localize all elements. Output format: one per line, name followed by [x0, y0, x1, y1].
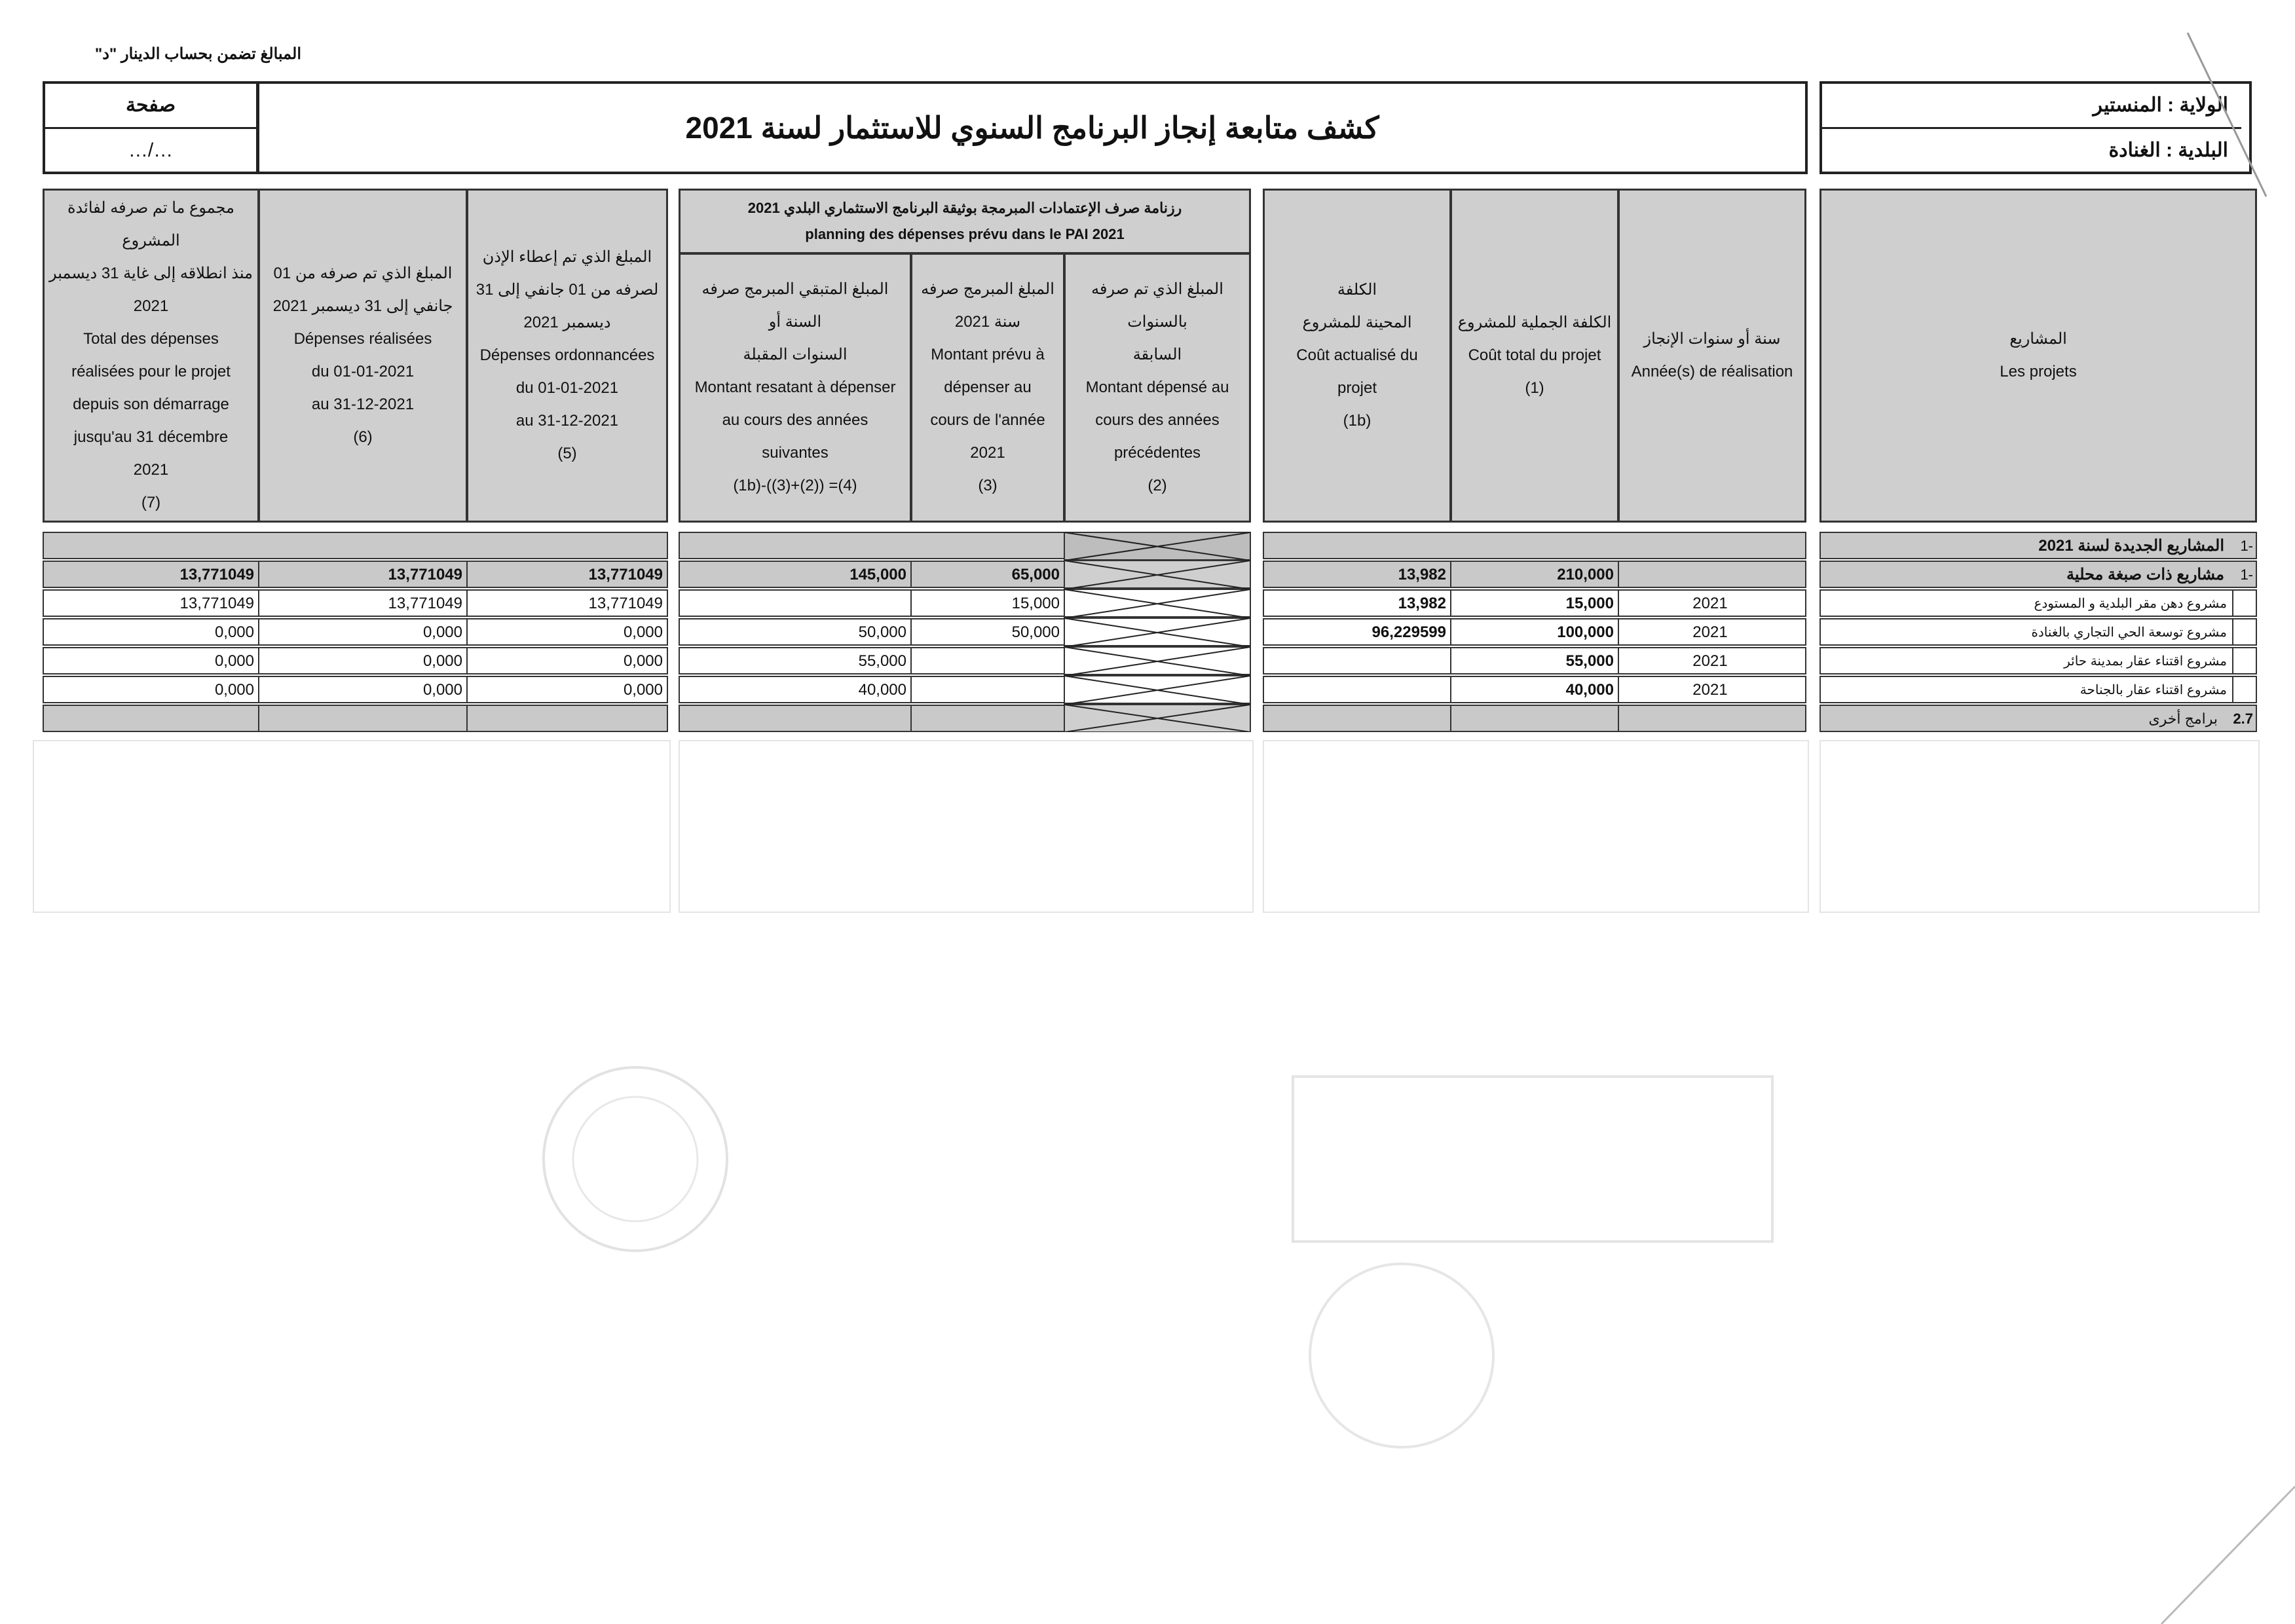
row-label: مشروع اقتناء عقار بالجناحة [1819, 676, 2233, 703]
currency-note: المبالغ تضمن بحساب الدينار "د" [94, 45, 301, 63]
header-total-spent-ar2: منذ انطلاقه إلى غاية 31 ديسمبر [49, 265, 253, 282]
row-updated-cost: 13,982 [1263, 589, 1451, 617]
row-label: مشروع توسعة الحي التجاري بالغنادة [1819, 618, 2233, 646]
header-ordered-ar1: المبلغ الذي تم إعطاء الإذن [482, 248, 652, 266]
header-planned-year-fr1: Montant prévu à [931, 346, 1045, 363]
header-total-spent-fr0: 2021 [133, 297, 169, 315]
header-spent-prev-fr3: précédentes [1113, 444, 1201, 462]
header-remaining-ref: (1b)-((3)+(2)) =(4) [733, 477, 857, 494]
row-total-cost: 100,000 [1450, 618, 1619, 646]
header-updated-cost-ref: (1b) [1343, 412, 1371, 430]
header-remaining-fr3: suivantes [762, 444, 829, 462]
row-remaining: 40,000 [679, 676, 912, 703]
section-code: 2.7 [2233, 710, 2253, 727]
header-remaining-fr1: Montant resatant à dépenser [694, 378, 896, 396]
header-ordered-ar3: ديسمبر 2021 [523, 314, 611, 331]
header-total-spent-fr4: jusqu'au 31 décembre [73, 428, 229, 446]
subtotal-realized: 13,771049 [258, 561, 468, 588]
row-total-spent: 0,000 [43, 618, 259, 646]
header-planned-year-fr3: cours de l'année [930, 411, 1045, 429]
section-label: مشاريع ذات صبغة محلية [2066, 566, 2224, 583]
subtotal-total-spent: 13,771049 [43, 561, 259, 588]
header-total-cost-fr: Coût total du projet [1468, 346, 1601, 364]
header-ordered-ref: (5) [557, 445, 577, 462]
header-ordered-ar2: لصرفه من 01 جانفي إلى 31 [476, 281, 659, 299]
row-ordered: 13,771049 [466, 589, 668, 617]
header-realized-fr3: au 31-12-2021 [311, 396, 415, 413]
header-years-fr: Année(s) de réalisation [1631, 363, 1793, 380]
header-total-spent-fr5: 2021 [133, 461, 169, 479]
row-year: 2021 [1618, 589, 1806, 617]
row-realized: 0,000 [258, 647, 468, 674]
header-planned-year-ar2: سنة 2021 [954, 313, 1021, 331]
row-label: مشروع اقتناء عقار بمدينة حائر [1819, 647, 2233, 674]
row-remaining: 50,000 [679, 618, 912, 646]
section-label: برامج أخرى [2148, 710, 2218, 727]
header-ordered-fr1: Dépenses ordonnancées [479, 346, 655, 364]
header-projects-ar: المشاريع [2009, 330, 2067, 348]
row-ordered: 0,000 [466, 647, 668, 674]
row-planned: 15,000 [910, 589, 1065, 617]
header-realized-ar1: المبلغ الذي تم صرفه من 01 [273, 265, 453, 282]
header-planned-year-fr2: dépenser au [944, 378, 1032, 396]
header-total-spent-fr1: Total des dépenses [83, 330, 219, 348]
row-ordered: 0,000 [466, 618, 668, 646]
subtotal-remaining: 145,000 [679, 561, 912, 588]
header-total-spent-ar1: مجموع ما تم صرفه لفائدة المشروع [67, 199, 234, 249]
header-planned-year-fr4: 2021 [970, 444, 1005, 462]
row-ordered: 0,000 [466, 676, 668, 703]
header-ordered-fr3: au 31-12-2021 [515, 412, 619, 430]
header-remaining-fr2: au cours des années [722, 411, 868, 429]
header-updated-cost-ar1: الكلفة [1337, 281, 1377, 299]
row-label: مشروع دهن مقر البلدية و المستودع [1819, 589, 2233, 617]
header-total-spent-fr2: réalisées pour le projet [71, 363, 231, 380]
header-realized-fr2: du 01-01-2021 [311, 363, 415, 380]
subtotal-updated-cost: 13,982 [1263, 561, 1451, 588]
page-label: صفحة [45, 84, 256, 129]
header-remaining-ar2: السنوات المقبلة [743, 346, 848, 363]
header-ordered-fr2: du 01-01-2021 [515, 379, 619, 397]
row-year: 2021 [1618, 647, 1806, 674]
header-updated-cost-ar2: المحينة للمشروع [1302, 314, 1412, 331]
header-planned-year-ref: (3) [978, 477, 998, 494]
header-planning-ar: رزنامة صرف الإعتمادات المبرمجة بوثيقة البرنامج الاستثماري البلدي 2021 [747, 200, 1182, 216]
header-spent-prev-ar2: السابقة [1132, 346, 1182, 363]
header-total-spent-ref: (7) [141, 494, 161, 511]
header-remaining-ar1: المبلغ المتبقي المبرمج صرفه السنة أو [701, 280, 889, 331]
row-year: 2021 [1618, 618, 1806, 646]
section-code: 1- [2240, 566, 2253, 583]
header-spent-prev-fr2: cours des années [1095, 411, 1220, 429]
baladiya-label: البلدية : الغنادة [2108, 139, 2228, 161]
row-total-cost: 55,000 [1450, 647, 1619, 674]
header-spent-prev-ref: (2) [1148, 477, 1167, 494]
header-updated-cost-fr2: projet [1337, 379, 1377, 397]
header-planned-year-ar1: المبلغ المبرمج صرفه [921, 280, 1054, 298]
subtotal-planned: 65,000 [910, 561, 1065, 588]
row-realized: 13,771049 [258, 589, 468, 617]
header-spent-prev-fr1: Montant dépensé au [1085, 378, 1229, 396]
header-projects-fr: Les projets [2000, 363, 2077, 380]
row-total-spent: 0,000 [43, 676, 259, 703]
header-total-cost-ref: (1) [1525, 379, 1544, 397]
header-realized-ar2: جانفي إلى 31 ديسمبر 2021 [272, 297, 453, 315]
wilaya-label: الولاية : المنستير [1822, 84, 2241, 129]
row-realized: 0,000 [258, 676, 468, 703]
header-years-ar: سنة أو سنوات الإنجاز [1643, 330, 1781, 348]
page-value: …/… [128, 139, 174, 161]
row-remaining: 55,000 [679, 647, 912, 674]
row-total-spent: 0,000 [43, 647, 259, 674]
header-updated-cost-fr1: Coût actualisé du [1296, 346, 1418, 364]
row-realized: 0,000 [258, 618, 468, 646]
header-realized-fr1: Dépenses réalisées [293, 330, 432, 348]
row-updated-cost: 96,229599 [1263, 618, 1451, 646]
header-planning-fr: planning des dépenses prévu dans le PAI 2021 [805, 226, 1125, 242]
row-total-cost: 15,000 [1450, 589, 1619, 617]
section-code: 1- [2240, 538, 2253, 554]
header-total-cost-ar: الكلفة الجملية للمشروع [1457, 314, 1612, 331]
row-total-spent: 13,771049 [43, 589, 259, 617]
section-label: المشاريع الجديدة لسنة 2021 [2038, 537, 2224, 555]
header-realized-ref: (6) [353, 428, 373, 446]
row-planned: 50,000 [910, 618, 1065, 646]
header-spent-prev-ar1: المبلغ الذي تم صرفه بالسنوات [1091, 280, 1223, 331]
row-total-cost: 40,000 [1450, 676, 1619, 703]
subtotal-ordered: 13,771049 [466, 561, 668, 588]
subtotal-total-cost: 210,000 [1450, 561, 1619, 588]
row-year: 2021 [1618, 676, 1806, 703]
header-total-spent-fr3: depuis son démarrage [73, 396, 229, 413]
document-title: كشف متابعة إنجاز البرنامج السنوي للاستثمار لسنة 2021 [685, 111, 1379, 145]
